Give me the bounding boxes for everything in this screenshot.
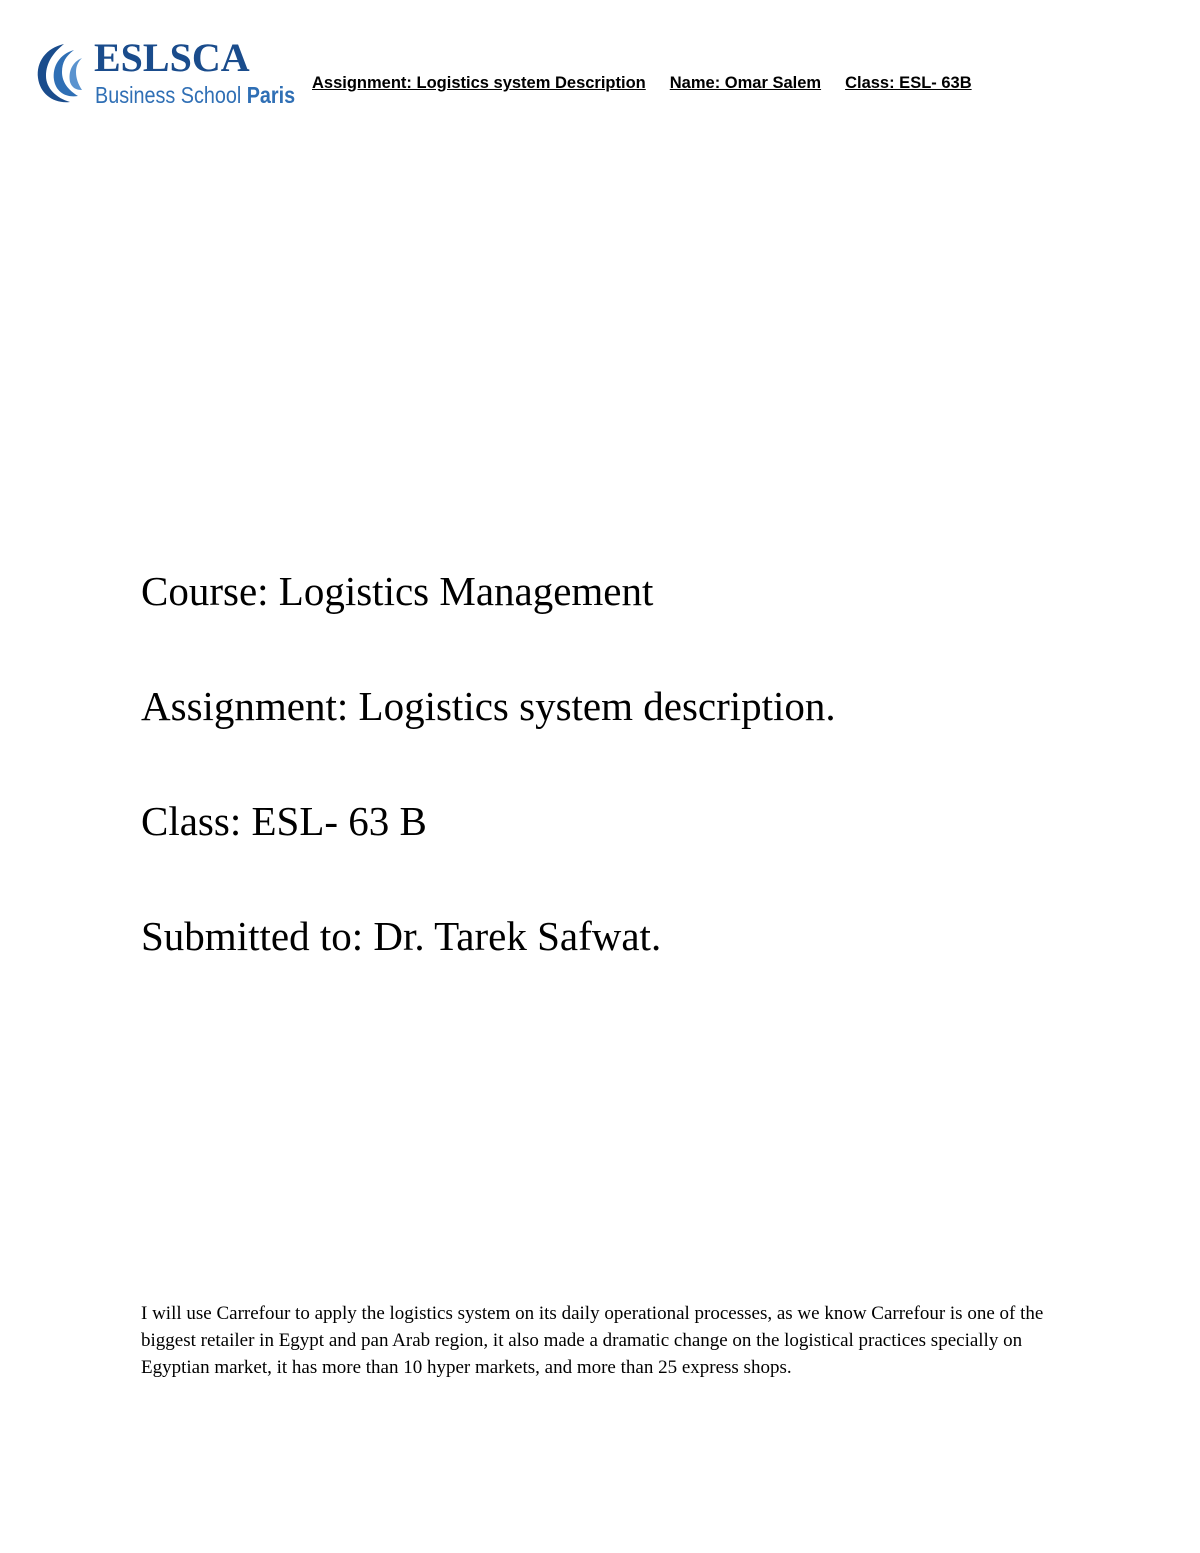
- document-header: [312, 73, 972, 93]
- eslsca-swirl-icon: [34, 40, 86, 108]
- logo-subtitle-paris: Paris: [246, 82, 296, 108]
- logo-wordmark: ESLSCA: [94, 35, 250, 80]
- header-assignment: Assignment: Logistics system Description: [312, 74, 646, 92]
- intro-paragraph: I will use Carrefour to apply the logistics system on its daily operational processes, as we know Carrefour is one of the biggest retailer in Egypt and pan Arab region, it also made a dramatic change on the logistical practices specially on Egyptian market, it has more than 10 hyper markets, and more than 25 express shops.: [141, 1303, 1044, 1378]
- header-class: Class: ESL- 63B: [845, 74, 972, 92]
- cover-details: [141, 567, 836, 1027]
- cover-class: Class: ESL- 63 B: [141, 798, 427, 844]
- cover-assignment: Assignment: Logistics system description.: [141, 683, 836, 729]
- logo-subtitle-prefix: Business School: [95, 82, 247, 108]
- header-name: Name: Omar Salem: [669, 74, 822, 92]
- logo-subtitle: [95, 82, 295, 108]
- eslsca-logo: [34, 36, 296, 112]
- cover-course: Course: Logistics Management: [141, 568, 654, 614]
- cover-submitted-to: Submitted to: Dr. Tarek Safwat.: [141, 913, 662, 959]
